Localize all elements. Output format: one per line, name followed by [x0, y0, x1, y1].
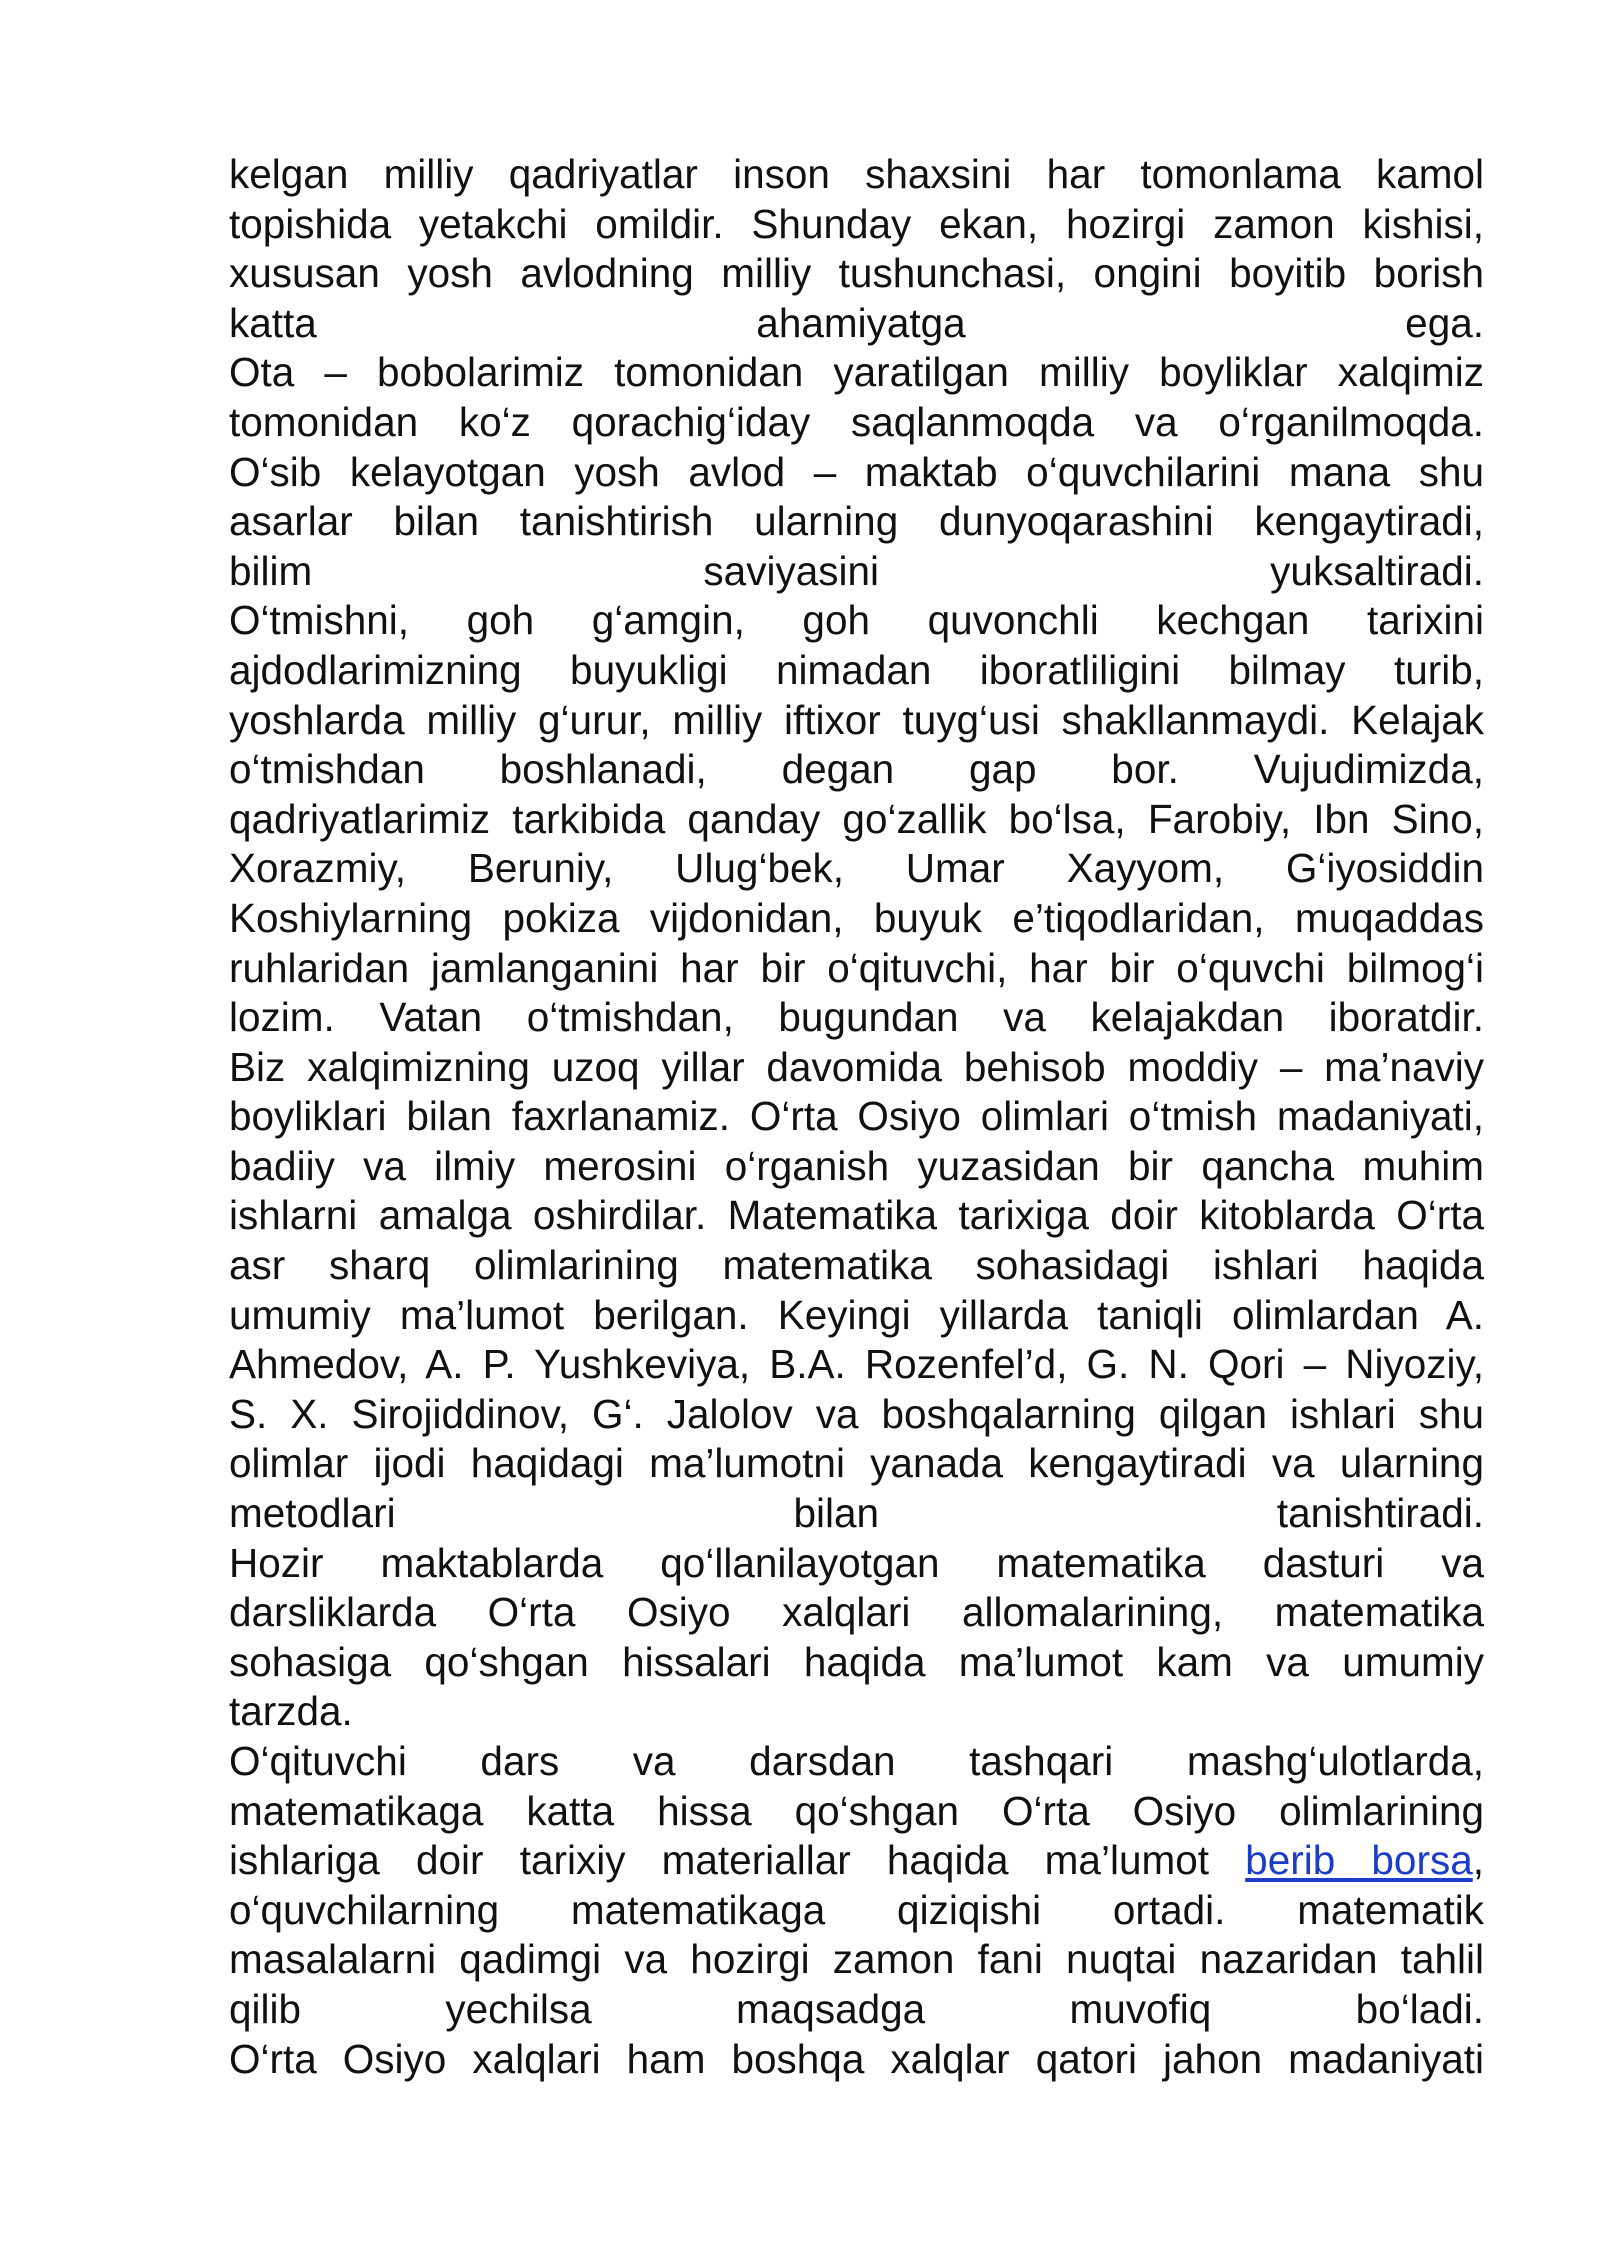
text-line: Ota – bobolarimiz tomonidan yaratilgan milliy boyliklar xalqimiz: [229, 349, 1484, 396]
text-line: tomonidan ko‘z qorachig‘iday saqlanmoqda va o‘rganilmoqda.: [229, 398, 1484, 445]
text-line: tarzda.: [229, 1688, 353, 1735]
text-line-with-link: [229, 1836, 1484, 1886]
text-line: sohasiga qo‘shgan hissalari haqida ma’lumot kam va umumiy: [229, 1638, 1484, 1685]
text-line: boyliklari bilan faxrlanamiz. O‘rta Osiyo olimlari o‘tmish madaniyati,: [229, 1093, 1484, 1140]
text-line: katta ahamiyatga ega.: [229, 299, 1484, 346]
text-line: lozim. Vatan o‘tmishdan, bugundan va kelajakdan iboratdir.: [229, 994, 1484, 1041]
text-line: topishida yetakchi omildir. Shunday ekan, hozirgi zamon kishisi,: [229, 200, 1484, 247]
text-line: Xorazmiy, Beruniy, Ulug‘bek, Umar Xayyom, G‘iyosiddin: [229, 845, 1484, 892]
text-line: Ahmedov, A. P. Yushkeviya, B.A. Rozenfel’d, G. N. Qori – Niyoziy,: [229, 1341, 1484, 1388]
text-line: yoshlarda milliy g‘urur, milliy iftixor tuyg‘usi shakllanmaydi. Kelajak: [229, 696, 1484, 743]
text-line: ajdodlarimizning buyukligi nimadan iboratliligini bilmay turib,: [229, 646, 1484, 693]
text-line: O‘tmishni, goh g‘amgin, goh quvonchli kechgan tarixini: [229, 597, 1484, 644]
text-line: O‘sib kelayotgan yosh avlod – maktab o‘quvchilarini mana shu: [229, 448, 1484, 495]
text-line: ruhlaridan jamlanganini har bir o‘qituvchi, har bir o‘quvchi bilmog‘i: [229, 944, 1484, 991]
text-line: xususan yosh avlodning milliy tushunchasi, ongini boyitib borish: [229, 250, 1484, 297]
text-line: olimlar ijodi haqidagi ma’lumotni yanada kengaytiradi va ularning: [229, 1440, 1484, 1487]
berib-borsa-link[interactable]: berib borsa: [1245, 1837, 1473, 1884]
body-text: [229, 150, 1484, 2084]
text-line: o‘tmishdan boshlanadi, degan gap bor. Vujudimizda,: [229, 746, 1484, 793]
text-line: metodlari bilan tanishtiradi.: [229, 1490, 1484, 1537]
text-line: asarlar bilan tanishtirish ularning dunyoqarashini kengaytiradi,: [229, 498, 1484, 545]
text-line: darsliklarda O‘rta Osiyo xalqlari allomalarining, matematika: [229, 1589, 1484, 1636]
text-line: kelgan milliy qadriyatlar inson shaxsini har tomonlama kamol: [229, 151, 1484, 197]
text-line: Koshiylarning pokiza vijdonidan, buyuk e’tiqodlaridan, muqaddas: [229, 894, 1484, 941]
text-line: S. X. Sirojiddinov, G‘. Jalolov va boshqalarning qilgan ishlari shu: [229, 1390, 1484, 1437]
text-line: O‘rta Osiyo xalqlari ham boshqa xalqlar qatori jahon madaniyati: [229, 2035, 1484, 2082]
text-line: bilim saviyasini yuksaltiradi.: [229, 547, 1484, 594]
text-line: asr sharq olimlarining matematika sohasidagi ishlari haqida: [229, 1242, 1484, 1289]
text-line: ishlarni amalga oshirdilar. Matematika tarixiga doir kitoblarda O‘rta: [229, 1192, 1484, 1239]
text-line: O‘qituvchi dars va darsdan tashqari mashg‘ulotlarda,: [229, 1738, 1484, 1784]
link-line-before: ishlariga doir tarixiy materiallar haqida ma’lumot: [229, 1837, 1209, 1884]
text-line: masalalarni qadimgi va hozirgi zamon fani nuqtai nazaridan tahlil: [229, 1936, 1484, 1983]
text-line: Hozir maktablarda qo‘llanilayotgan matematika dasturi va: [229, 1539, 1484, 1586]
text-line: matematikaga katta hissa qo‘shgan O‘rta Osiyo olimlarining: [229, 1787, 1484, 1834]
text-line: qilib yechilsa maqsadga muvofiq bo‘ladi.: [229, 1985, 1484, 2032]
text-line: qadriyatlarimiz tarkibida qanday go‘zallik bo‘lsa, Farobiy, Ibn Sino,: [229, 795, 1484, 842]
text-line: umumiy ma’lumot berilgan. Keyingi yillarda taniqli olimlardan A.: [229, 1291, 1484, 1338]
link-line-after: ,: [1472, 1837, 1484, 1884]
text-line: o‘quvchilarning matematikaga qiziqishi ortadi. matematik: [229, 1886, 1484, 1933]
text-line: Biz xalqimizning uzoq yillar davomida behisob moddiy – ma’naviy: [229, 1043, 1484, 1090]
text-line: badiiy va ilmiy merosini o‘rganish yuzasidan bir qancha muhim: [229, 1142, 1484, 1189]
